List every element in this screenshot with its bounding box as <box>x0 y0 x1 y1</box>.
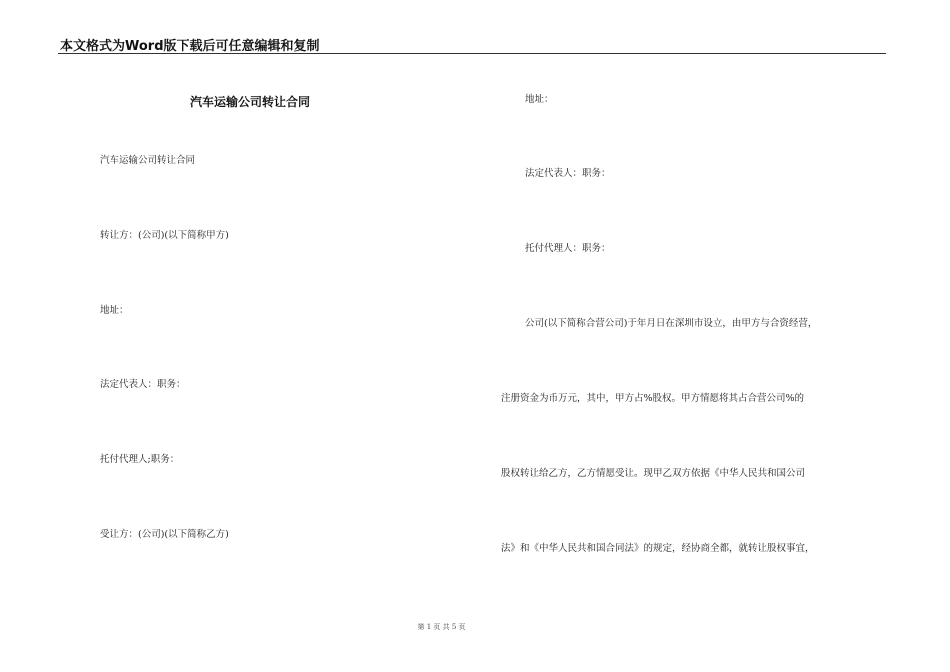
left-line-transferor: 转让方：(公司)(以下简称甲方) <box>100 230 229 241</box>
page-number: 第 1 页 共 5 页 <box>417 623 466 631</box>
right-line-paragraph-2: 注册资金为币万元，其中，甲方占%股权。甲方情愿将其占合营公司%的 <box>501 393 805 404</box>
left-line-address: 地址： <box>100 305 129 316</box>
right-line-paragraph-1: 公司(以下简称合营公司)于年月日在深圳市设立，由甲方与合资经营， <box>525 318 818 329</box>
header-title: 本文格式为Word版下载后可任意编辑和复制 <box>60 39 320 54</box>
left-line-authorized-agent: 托付代理人;职务： <box>100 454 180 465</box>
left-line-transferee: 受让方：(公司)(以下简称乙方) <box>100 529 229 540</box>
right-line-authorized-agent: 托付代理人：职务： <box>525 243 611 254</box>
right-line-paragraph-3: 股权转让给乙方，乙方情愿受让。现甲乙双方依据《中华人民共和国公司 <box>501 468 806 479</box>
left-line-contract-name: 汽车运输公司转让合同 <box>100 155 196 166</box>
right-line-address: 地址： <box>525 94 554 105</box>
left-line-legal-representative: 法定代表人：职务： <box>100 379 186 390</box>
document-title: 汽车运输公司转让合同 <box>190 95 311 109</box>
right-line-paragraph-4: 法》和《中华人民共和国合同法》的规定，经协商全都，就转让股权事宜， <box>501 543 815 554</box>
document-header <box>58 33 886 54</box>
right-line-legal-representative: 法定代表人：职务： <box>525 168 611 179</box>
